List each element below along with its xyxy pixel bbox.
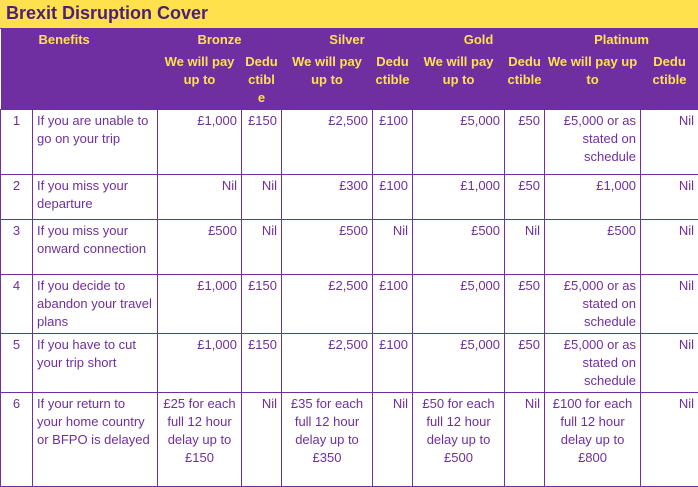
silver-deductible-cell: £100 — [373, 275, 413, 334]
platinum-pay-cell: £5,000 or as stated on schedule — [545, 275, 641, 334]
silver-deductible-cell: Nil — [373, 220, 413, 275]
table-row — [1, 393, 698, 487]
header-tier-gold: Gold — [413, 29, 545, 51]
row-number: 6 — [1, 393, 33, 487]
benefit-cell: If you miss your departure — [33, 175, 158, 220]
benefit-cell: If you have to cut your trip short — [33, 334, 158, 393]
row-number: 3 — [1, 220, 33, 275]
benefit-cell: If your return to your home country or BFPO is delayed — [33, 393, 158, 487]
benefit-cell: If you decide to abandon your travel plans — [33, 275, 158, 334]
gold-deductible-cell: £50 — [505, 275, 545, 334]
bronze-pay-cell: £25 for each full 12 hour delay up to £150 — [158, 393, 242, 487]
row-number: 4 — [1, 275, 33, 334]
bronze-pay-cell: £500 — [158, 220, 242, 275]
platinum-pay-cell: £5,000 or as stated on schedule — [545, 334, 641, 393]
gold-pay-cell: £1,000 — [413, 175, 505, 220]
gold-pay-cell: £5,000 — [413, 110, 505, 175]
gold-deductible-cell: £50 — [505, 334, 545, 393]
platinum-deductible-cell: Nil — [641, 334, 698, 393]
header-tier-bronze: Bronze — [158, 29, 282, 51]
silver-pay-cell: £2,500 — [282, 110, 373, 175]
gold-pay-cell: £50 for each full 12 hour delay up to £500 — [413, 393, 505, 487]
bronze-deductible-cell: £150 — [242, 110, 282, 175]
silver-deductible-cell: £100 — [373, 334, 413, 393]
silver-pay-cell: £300 — [282, 175, 373, 220]
platinum-deductible-cell: Nil — [641, 275, 698, 334]
header-row-sub — [1, 51, 698, 110]
table-row — [1, 110, 698, 175]
header-tier-platinum: Platinum — [545, 29, 698, 51]
table-row — [1, 175, 698, 220]
header-num-blank — [1, 29, 33, 51]
benefit-cell: If you are unable to go on your trip — [33, 110, 158, 175]
silver-deductible-cell: £100 — [373, 110, 413, 175]
header-benefits-blank — [33, 51, 158, 110]
platinum-deductible-cell: Nil — [641, 220, 698, 275]
gold-deductible-cell: Nil — [505, 220, 545, 275]
header-row-tiers — [1, 29, 698, 51]
header-benefits: Benefits — [33, 29, 158, 51]
bronze-pay-cell: £1,000 — [158, 110, 242, 175]
platinum-deductible-cell: Nil — [641, 175, 698, 220]
header-silver-deductible: Dedu ctible — [373, 51, 413, 110]
bronze-pay-cell: Nil — [158, 175, 242, 220]
page-title: Brexit Disruption Cover — [6, 3, 208, 24]
bronze-deductible-cell: Nil — [242, 220, 282, 275]
bronze-deductible-cell: £150 — [242, 275, 282, 334]
gold-pay-cell: £5,000 — [413, 275, 505, 334]
bronze-pay-cell: £1,000 — [158, 275, 242, 334]
table-row — [1, 275, 698, 334]
silver-deductible-cell: Nil — [373, 393, 413, 487]
bronze-pay-cell: £1,000 — [158, 334, 242, 393]
bronze-deductible-cell: Nil — [242, 175, 282, 220]
benefits-table — [0, 29, 698, 487]
bronze-deductible-cell: £150 — [242, 334, 282, 393]
header-bronze-deductible: Dedu ctibl e — [242, 51, 282, 110]
header-bronze-pay: We will pay up to — [158, 51, 242, 110]
gold-deductible-cell: Nil — [505, 393, 545, 487]
gold-pay-cell: £500 — [413, 220, 505, 275]
header-silver-pay: We will pay up to — [282, 51, 373, 110]
silver-pay-cell: £2,500 — [282, 275, 373, 334]
row-number: 1 — [1, 110, 33, 175]
row-number: 5 — [1, 334, 33, 393]
silver-pay-cell: £35 for each full 12 hour delay up to £350 — [282, 393, 373, 487]
header-gold-pay: We will pay up to — [413, 51, 505, 110]
header-platinum-pay: We will pay up to — [545, 51, 641, 110]
benefit-cell: If you miss your onward connection — [33, 220, 158, 275]
silver-pay-cell: £2,500 — [282, 334, 373, 393]
silver-deductible-cell: £100 — [373, 175, 413, 220]
platinum-pay-cell: £1,000 — [545, 175, 641, 220]
platinum-pay-cell: £5,000 or as stated on schedule — [545, 110, 641, 175]
platinum-deductible-cell: Nil — [641, 393, 698, 487]
header-num-blank-2 — [1, 51, 33, 110]
silver-pay-cell: £500 — [282, 220, 373, 275]
platinum-pay-cell: £100 for each full 12 hour delay up to £800 — [545, 393, 641, 487]
table-row — [1, 220, 698, 275]
gold-deductible-cell: £50 — [505, 110, 545, 175]
title-bar — [0, 0, 698, 29]
gold-deductible-cell: £50 — [505, 175, 545, 220]
row-number: 2 — [1, 175, 33, 220]
table-row — [1, 334, 698, 393]
header-gold-deductible: Dedu ctible — [505, 51, 545, 110]
header-platinum-deductible: Dedu ctible — [641, 51, 698, 110]
platinum-pay-cell: £500 — [545, 220, 641, 275]
header-tier-silver: Silver — [282, 29, 413, 51]
gold-pay-cell: £5,000 — [413, 334, 505, 393]
bronze-deductible-cell: Nil — [242, 393, 282, 487]
platinum-deductible-cell: Nil — [641, 110, 698, 175]
